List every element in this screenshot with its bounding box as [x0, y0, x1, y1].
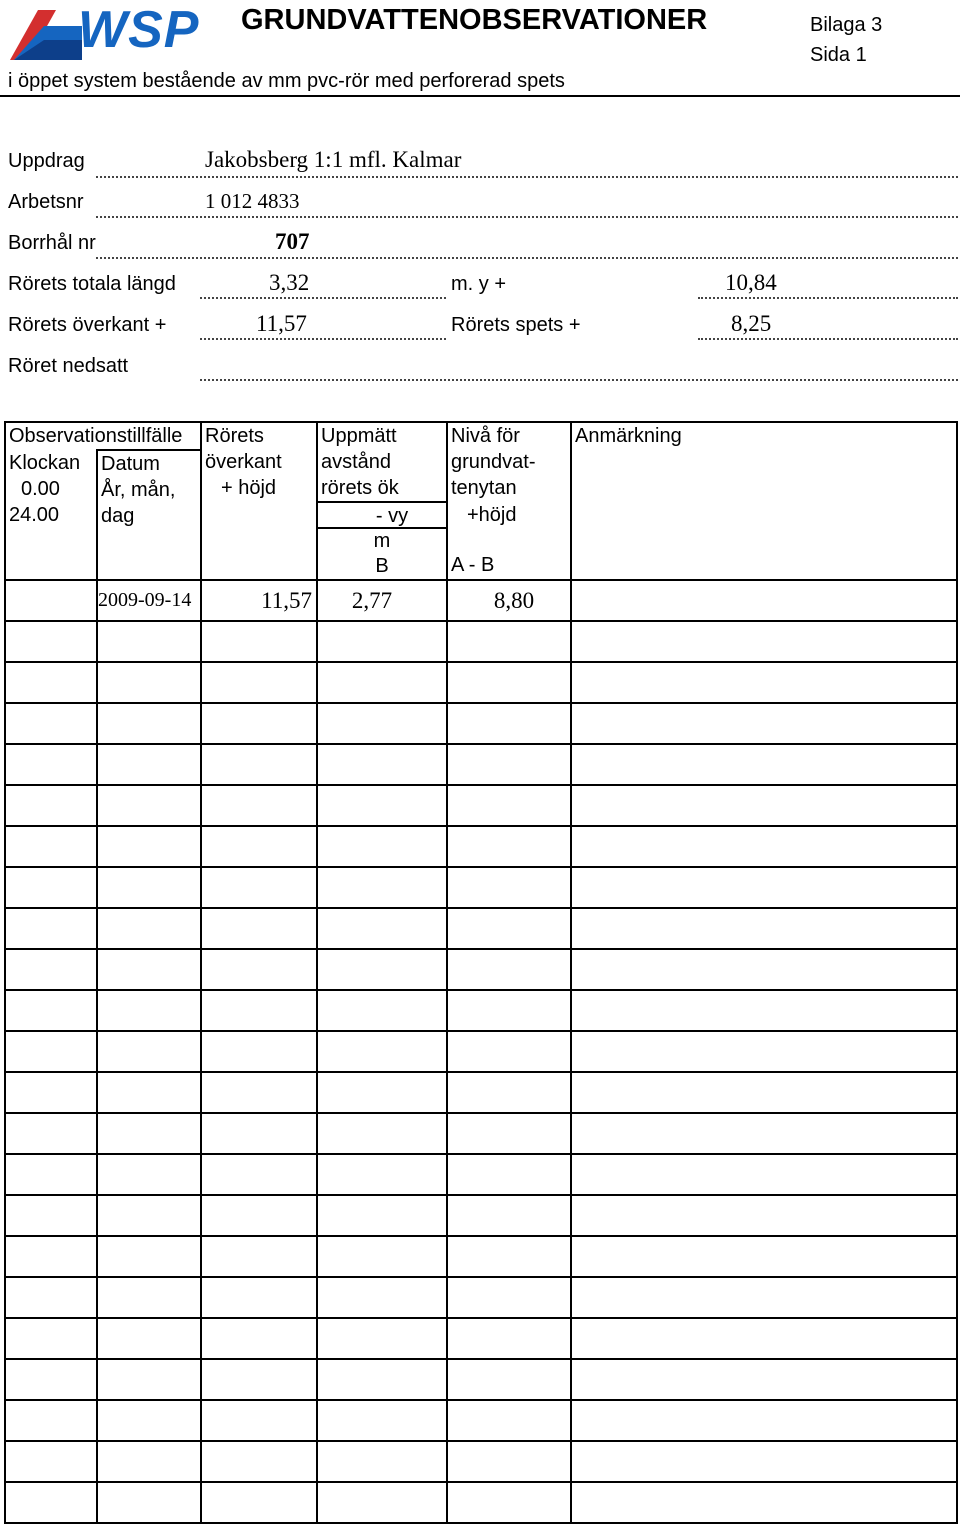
uppdrag-line [96, 176, 958, 178]
header-datum-line1: Datum [101, 453, 160, 475]
cell-empty [447, 744, 571, 785]
header-uppmatt-line5: m [373, 530, 391, 552]
table-header-row-1 [5, 422, 957, 450]
cell-empty [97, 1113, 201, 1154]
cell-empty [317, 1359, 447, 1400]
nedsatt-line [200, 379, 958, 381]
cell-empty [317, 785, 447, 826]
table-row-empty [5, 949, 957, 990]
my-label: m. y + [451, 273, 507, 295]
cell-empty [447, 1154, 571, 1195]
table-row-empty [5, 1400, 957, 1441]
cell-empty [571, 826, 957, 867]
cell-datum: 2009-09-14 [97, 580, 201, 621]
cell-empty [571, 908, 957, 949]
cell-anm [571, 580, 957, 621]
header-datum-line3: dag [101, 505, 135, 527]
cell-empty [97, 826, 201, 867]
table-row-empty [5, 1482, 957, 1523]
cell-empty [97, 662, 201, 703]
cell-empty [97, 1318, 201, 1359]
cell-empty [447, 990, 571, 1031]
cell-empty [447, 949, 571, 990]
subtitle: i öppet system bestående av mm pvc-rör med perforerad spets [8, 70, 565, 92]
spets-label: Rörets spets + [451, 314, 581, 336]
cell-empty [447, 1195, 571, 1236]
cell-empty [97, 1277, 201, 1318]
cell-empty [447, 621, 571, 662]
cell-overkant: 11,57 [201, 580, 317, 621]
cell-empty [447, 662, 571, 703]
cell-empty [317, 1482, 447, 1523]
page-number: Sida 1 [810, 44, 867, 66]
cell-empty [317, 867, 447, 908]
cell-empty [201, 785, 317, 826]
table-row-empty [5, 1113, 957, 1154]
header-datum [97, 450, 201, 580]
wsp-logo [8, 1, 223, 62]
cell-empty [317, 1195, 447, 1236]
cell-empty [5, 1031, 97, 1072]
header-niva-sub [447, 502, 571, 580]
cell-empty [5, 867, 97, 908]
cell-empty [571, 662, 957, 703]
totala-langd-line [200, 297, 446, 299]
spets-line [698, 338, 958, 340]
cell-empty [201, 1318, 317, 1359]
cell-empty [317, 703, 447, 744]
cell-empty [317, 1154, 447, 1195]
cell-empty [5, 1072, 97, 1113]
cell-empty [201, 1400, 317, 1441]
uppdrag-label: Uppdrag [8, 150, 85, 172]
arbetsnr-value: 1 012 4833 [205, 189, 300, 213]
header-uppmatt-line3: rörets ök [321, 477, 399, 499]
nedsatt-label: Röret nedsatt [8, 355, 129, 377]
header-rorets [201, 422, 317, 580]
totala-langd-value: 3,32 [269, 270, 310, 295]
cell-empty [447, 1359, 571, 1400]
table-row-empty [5, 744, 957, 785]
cell-empty [97, 1482, 201, 1523]
cell-empty [201, 990, 317, 1031]
cell-empty [97, 1031, 201, 1072]
cell-empty [447, 1482, 571, 1523]
cell-empty [317, 990, 447, 1031]
cell-empty [317, 949, 447, 990]
cell-empty [97, 1400, 201, 1441]
header-uppmatt-line4: - vy [318, 503, 446, 529]
cell-empty [201, 826, 317, 867]
cell-empty [5, 703, 97, 744]
table-row-empty [5, 826, 957, 867]
cell-empty [447, 826, 571, 867]
table-row-empty [5, 703, 957, 744]
cell-empty [201, 949, 317, 990]
header-uppmatt-line2: avstånd [321, 451, 392, 473]
header-klockan-line1: Klockan [9, 452, 81, 474]
cell-empty [317, 744, 447, 785]
uppdrag-value: Jakobsberg 1:1 mfl. Kalmar [205, 147, 462, 172]
cell-empty [201, 908, 317, 949]
table-row-empty [5, 1318, 957, 1359]
table-row-empty [5, 785, 957, 826]
cell-empty [571, 1072, 957, 1113]
cell-empty [571, 785, 957, 826]
my-line [698, 297, 958, 299]
table-row-empty [5, 990, 957, 1031]
header-datum-line2: År, mån, [101, 479, 176, 501]
cell-empty [447, 1236, 571, 1277]
table-row-empty [5, 1277, 957, 1318]
cell-empty [5, 1236, 97, 1277]
cell-empty [317, 908, 447, 949]
cell-empty [571, 990, 957, 1031]
cell-empty [201, 1154, 317, 1195]
cell-empty [571, 1113, 957, 1154]
cell-empty [5, 662, 97, 703]
header-klockan-line3: 24.00 [9, 504, 60, 526]
cell-empty [201, 744, 317, 785]
cell-empty [5, 621, 97, 662]
table-row-empty [5, 1072, 957, 1113]
arbetsnr-line [96, 216, 958, 218]
header-klockan-line2: 0.00 [21, 478, 60, 500]
cell-empty [571, 1400, 957, 1441]
cell-empty [97, 990, 201, 1031]
cell-empty [447, 785, 571, 826]
table-row-empty [5, 867, 957, 908]
table-row-empty [5, 1031, 957, 1072]
table-row-empty [5, 1236, 957, 1277]
header-uppmatt [317, 422, 447, 502]
bilaga-label: Bilaga 3 [810, 14, 883, 36]
cell-empty [201, 1195, 317, 1236]
cell-empty [317, 1400, 447, 1441]
cell-empty [317, 1113, 447, 1154]
table-row-empty [5, 1195, 957, 1236]
arbetsnr-label: Arbetsnr [8, 191, 84, 213]
table-row-empty [5, 662, 957, 703]
table-row-empty [5, 908, 957, 949]
cell-empty [5, 1359, 97, 1400]
header-niva-line4: +höjd [467, 504, 517, 526]
header-rorets-line2: överkant [205, 451, 282, 473]
cell-empty [201, 1031, 317, 1072]
cell-empty [317, 1031, 447, 1072]
cell-empty [571, 1154, 957, 1195]
cell-empty [317, 621, 447, 662]
header-klockan [5, 450, 97, 580]
header-anmarkning: Anmärkning [571, 422, 957, 580]
cell-empty [447, 703, 571, 744]
cell-empty [317, 1277, 447, 1318]
cell-klockan [5, 580, 97, 621]
cell-empty [201, 1072, 317, 1113]
cell-empty [447, 1072, 571, 1113]
header-niva-line1: Nivå för [451, 425, 520, 447]
cell-empty [571, 949, 957, 990]
cell-empty [571, 1236, 957, 1277]
cell-empty [201, 1441, 317, 1482]
cell-empty [97, 1154, 201, 1195]
cell-empty [447, 1441, 571, 1482]
cell-empty [317, 662, 447, 703]
cell-empty [317, 1441, 447, 1482]
table-row-empty [5, 1441, 957, 1482]
cell-empty [201, 1113, 317, 1154]
cell-empty [201, 1359, 317, 1400]
header-obs: Observationstillfälle [5, 422, 201, 450]
cell-empty [201, 621, 317, 662]
cell-empty [5, 990, 97, 1031]
cell-empty [97, 1072, 201, 1113]
cell-empty [97, 703, 201, 744]
cell-empty [571, 1482, 957, 1523]
cell-empty [97, 621, 201, 662]
cell-empty [5, 1400, 97, 1441]
cell-niva: 8,80 [447, 580, 571, 621]
cell-empty [447, 1031, 571, 1072]
cell-empty [5, 1154, 97, 1195]
cell-empty [5, 744, 97, 785]
header-divider [0, 95, 960, 97]
cell-empty [201, 662, 317, 703]
header-uppmatt-line1: Uppmätt [321, 425, 397, 447]
cell-empty [317, 1236, 447, 1277]
observation-table [4, 421, 958, 1524]
my-value: 10,84 [725, 270, 777, 295]
cell-empty [5, 1318, 97, 1359]
header-uppmatt-line6: B [375, 555, 389, 577]
header-rorets-line1: Rörets [205, 425, 264, 447]
borrhal-value: 707 [275, 229, 310, 254]
cell-empty [447, 1277, 571, 1318]
cell-empty [571, 621, 957, 662]
cell-empty [571, 1195, 957, 1236]
cell-empty [317, 1072, 447, 1113]
header-niva-line3: tenytan [451, 477, 517, 499]
overkant-value: 11,57 [256, 311, 307, 336]
cell-empty [5, 1113, 97, 1154]
cell-empty [97, 1195, 201, 1236]
header-uppmatt-sub [317, 502, 447, 580]
table-row-empty [5, 1154, 957, 1195]
cell-empty [5, 785, 97, 826]
cell-empty [5, 1482, 97, 1523]
table-row-empty [5, 621, 957, 662]
cell-empty [5, 1277, 97, 1318]
cell-empty [97, 1236, 201, 1277]
cell-avstand: 2,77 [317, 580, 447, 621]
spets-value: 8,25 [731, 311, 772, 336]
cell-empty [97, 785, 201, 826]
logo-text: WSP [78, 1, 200, 59]
cell-empty [97, 1359, 201, 1400]
cell-empty [447, 1400, 571, 1441]
cell-empty [571, 1359, 957, 1400]
header-niva [447, 422, 571, 502]
cell-empty [317, 1318, 447, 1359]
empty-rows [5, 621, 957, 1523]
cell-empty [97, 949, 201, 990]
cell-empty [571, 1318, 957, 1359]
cell-empty [571, 1441, 957, 1482]
cell-empty [447, 1113, 571, 1154]
cell-empty [571, 744, 957, 785]
cell-empty [201, 703, 317, 744]
cell-empty [571, 703, 957, 744]
header-niva-line5: A - B [451, 554, 495, 576]
cell-empty [447, 1318, 571, 1359]
cell-empty [201, 1236, 317, 1277]
cell-empty [5, 1195, 97, 1236]
cell-empty [571, 867, 957, 908]
header-rorets-line3: + höjd [221, 477, 277, 499]
totala-langd-label: Rörets totala längd [8, 273, 176, 295]
cell-empty [5, 826, 97, 867]
borrhal-label: Borrhål nr [8, 232, 96, 254]
cell-empty [5, 908, 97, 949]
table-row-empty [5, 1359, 957, 1400]
cell-empty [5, 1441, 97, 1482]
overkant-line [200, 338, 446, 340]
cell-empty [97, 744, 201, 785]
cell-empty [201, 1482, 317, 1523]
cell-empty [447, 908, 571, 949]
page-title: GRUNDVATTENOBSERVATIONER [241, 4, 708, 36]
cell-empty [201, 867, 317, 908]
cell-empty [5, 949, 97, 990]
cell-empty [447, 867, 571, 908]
table-row [5, 580, 957, 621]
cell-empty [317, 826, 447, 867]
cell-empty [571, 1031, 957, 1072]
cell-empty [97, 867, 201, 908]
overkant-label: Rörets överkant + [8, 314, 167, 336]
cell-empty [97, 908, 201, 949]
header-niva-line2: grundvat- [451, 451, 536, 473]
cell-empty [97, 1441, 201, 1482]
borrhal-line [96, 257, 958, 259]
cell-empty [201, 1277, 317, 1318]
cell-empty [571, 1277, 957, 1318]
